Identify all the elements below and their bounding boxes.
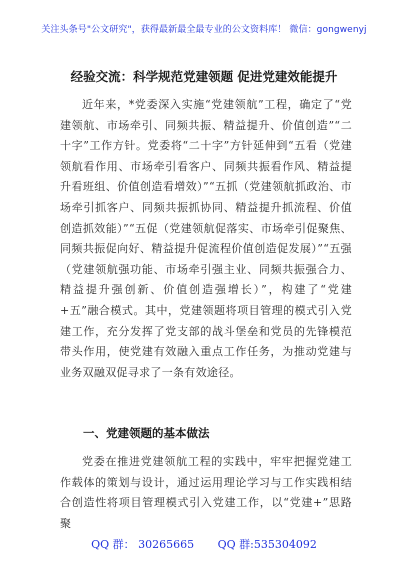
- section-paragraph: 党委在推进党建领航工程的实践中，牢牢把握党建工作载体的策划与设计，通过运用理论学习与工作实践相结合创造性将项目管理模式引入党建工作，以“党建+”思路聚: [60, 455, 352, 530]
- header-notice: 关注头条号"公文研究"，获得最新最全最专业的公文资料库！ 微信：gongwenyj: [41, 25, 367, 35]
- footer: [0, 536, 408, 552]
- footer-qq-group-1: QQ 群： 30265665: [91, 538, 195, 551]
- section-body: [60, 452, 352, 534]
- footer-qq-group-2: QQ 群:535304092: [217, 538, 317, 551]
- intro-paragraph: 近年来，*党委深入实施“党建领航”工程，确定了“党建领航、市场牵引、同频共振、精益提升、价值创造”“二十字”工作方针。党委将“二十字”方针延伸到“五看（党建领航看作用、市场牵引看客户、同频共振看作风、精益提升看班组、价值创造看增效）”“五抓（党建领航抓政治、市场牵引抓客户、同频共振抓协同、精益提升抓流程、价值创造抓效能）”“五促（党建领航促落实、市场牵引促聚焦、同频共振促向好、精益提升促流程价值创造促发展）”“五强（党建领航强功能、市场牵引强主业、同频共振强合力、精益提升强创新、价值创造强增长）”，构建了“党建+五”融合模式。其中，党建领题将项目管理的模式引入党建工作，充分发挥了党支部的战斗堡垒和党员的先锋模范带头作用，使党建有效融入重点工作任务，为推动党建与业务双融双促寻求了一条有效途径。: [60, 98, 352, 379]
- intro-section: [60, 95, 352, 383]
- document-title: 经验交流：科学规范党建领题 促进党建效能提升: [70, 69, 338, 84]
- section-heading: 一、党建领题的基本做法: [83, 426, 210, 440]
